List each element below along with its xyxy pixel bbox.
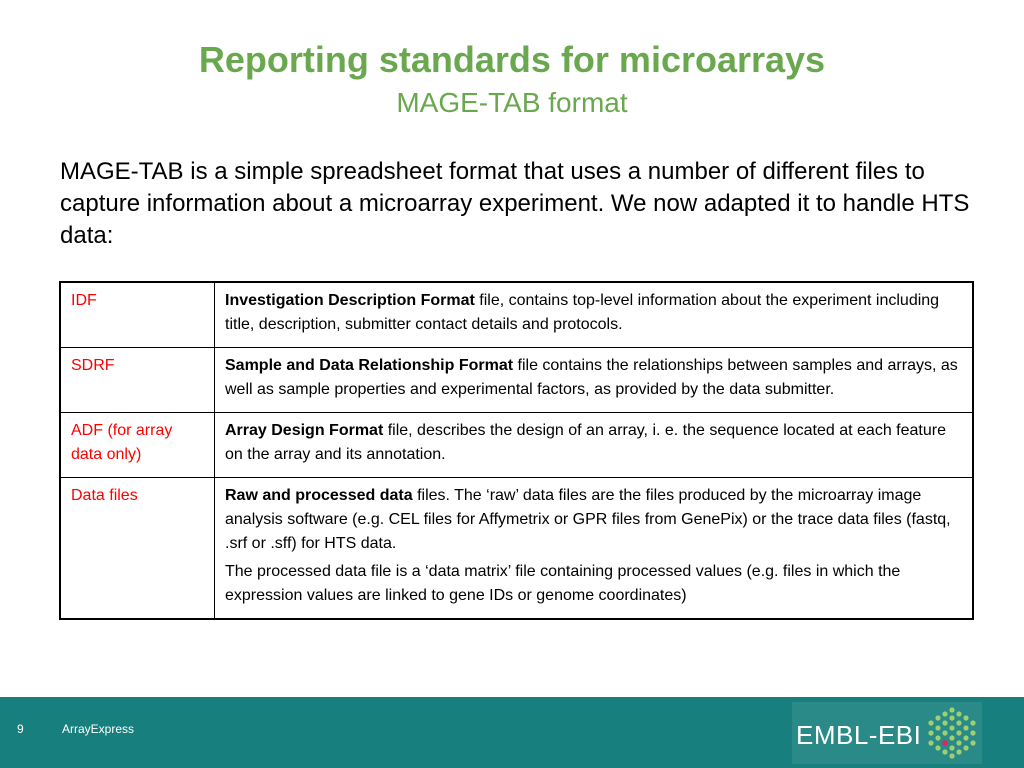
format-term: Data files [60, 478, 215, 620]
table-row [60, 478, 973, 620]
format-term: ADF (for array data only) [60, 413, 215, 478]
format-term: SDRF [60, 348, 215, 413]
format-name: Sample and Data Relationship Format [225, 357, 514, 374]
description-text: file, contains top-level information about the experiment including title, description, submitter contact details and protocols. [225, 292, 940, 333]
product-name: ArrayExpress [62, 722, 135, 736]
logo-text: EMBL-EBI [796, 720, 922, 750]
intro-paragraph: MAGE-TAB is a simple spreadsheet format that uses a number of different files to capture information about a microarray experiment. We now adapted it to handle HTS data: [60, 158, 970, 249]
table-row [60, 282, 973, 348]
format-description [215, 282, 974, 348]
description-paragraph [225, 354, 962, 402]
format-description [215, 413, 974, 478]
slide-subtitle: MAGE-TAB format [396, 87, 628, 118]
file-formats-table [59, 281, 974, 620]
description-paragraph [225, 484, 962, 556]
page-number: 9 [17, 722, 24, 736]
table-row [60, 413, 973, 478]
format-name: Investigation Description Format [225, 292, 475, 309]
embl-ebi-hexagon-dots-icon [926, 706, 978, 760]
slide-title: Reporting standards for microarrays [198, 39, 826, 80]
embl-ebi-logo [792, 702, 982, 764]
description-paragraph [225, 289, 962, 337]
format-name: Array Design Format [225, 422, 384, 439]
description-paragraph [225, 560, 962, 608]
description-text: The processed data file is a ‘data matrix’ file containing processed values (e.g. files in which the expression values are linked to gene IDs or genome coordinates) [225, 563, 901, 604]
footer-bar [0, 697, 1024, 768]
format-term: IDF [60, 282, 215, 348]
description-text: file, describes the design of an array, i. e. the sequence located at each feature on the array and its annotation. [225, 422, 946, 463]
table-row [60, 348, 973, 413]
format-name: Raw and processed data [225, 487, 413, 504]
format-description [215, 478, 974, 620]
description-paragraph [225, 419, 962, 467]
description-text: files. The ‘raw’ data files are the files produced by the microarray image analysis software (e.g. CEL files for Affymetrix or GPR files from GenePix) or the trace data files (fastq, .srf or .sff) for HTS data. [225, 487, 951, 552]
format-description [215, 348, 974, 413]
description-text: file contains the relationships between samples and arrays, as well as sample properties and experimental factors, as provided by the data submitter. [225, 357, 958, 398]
